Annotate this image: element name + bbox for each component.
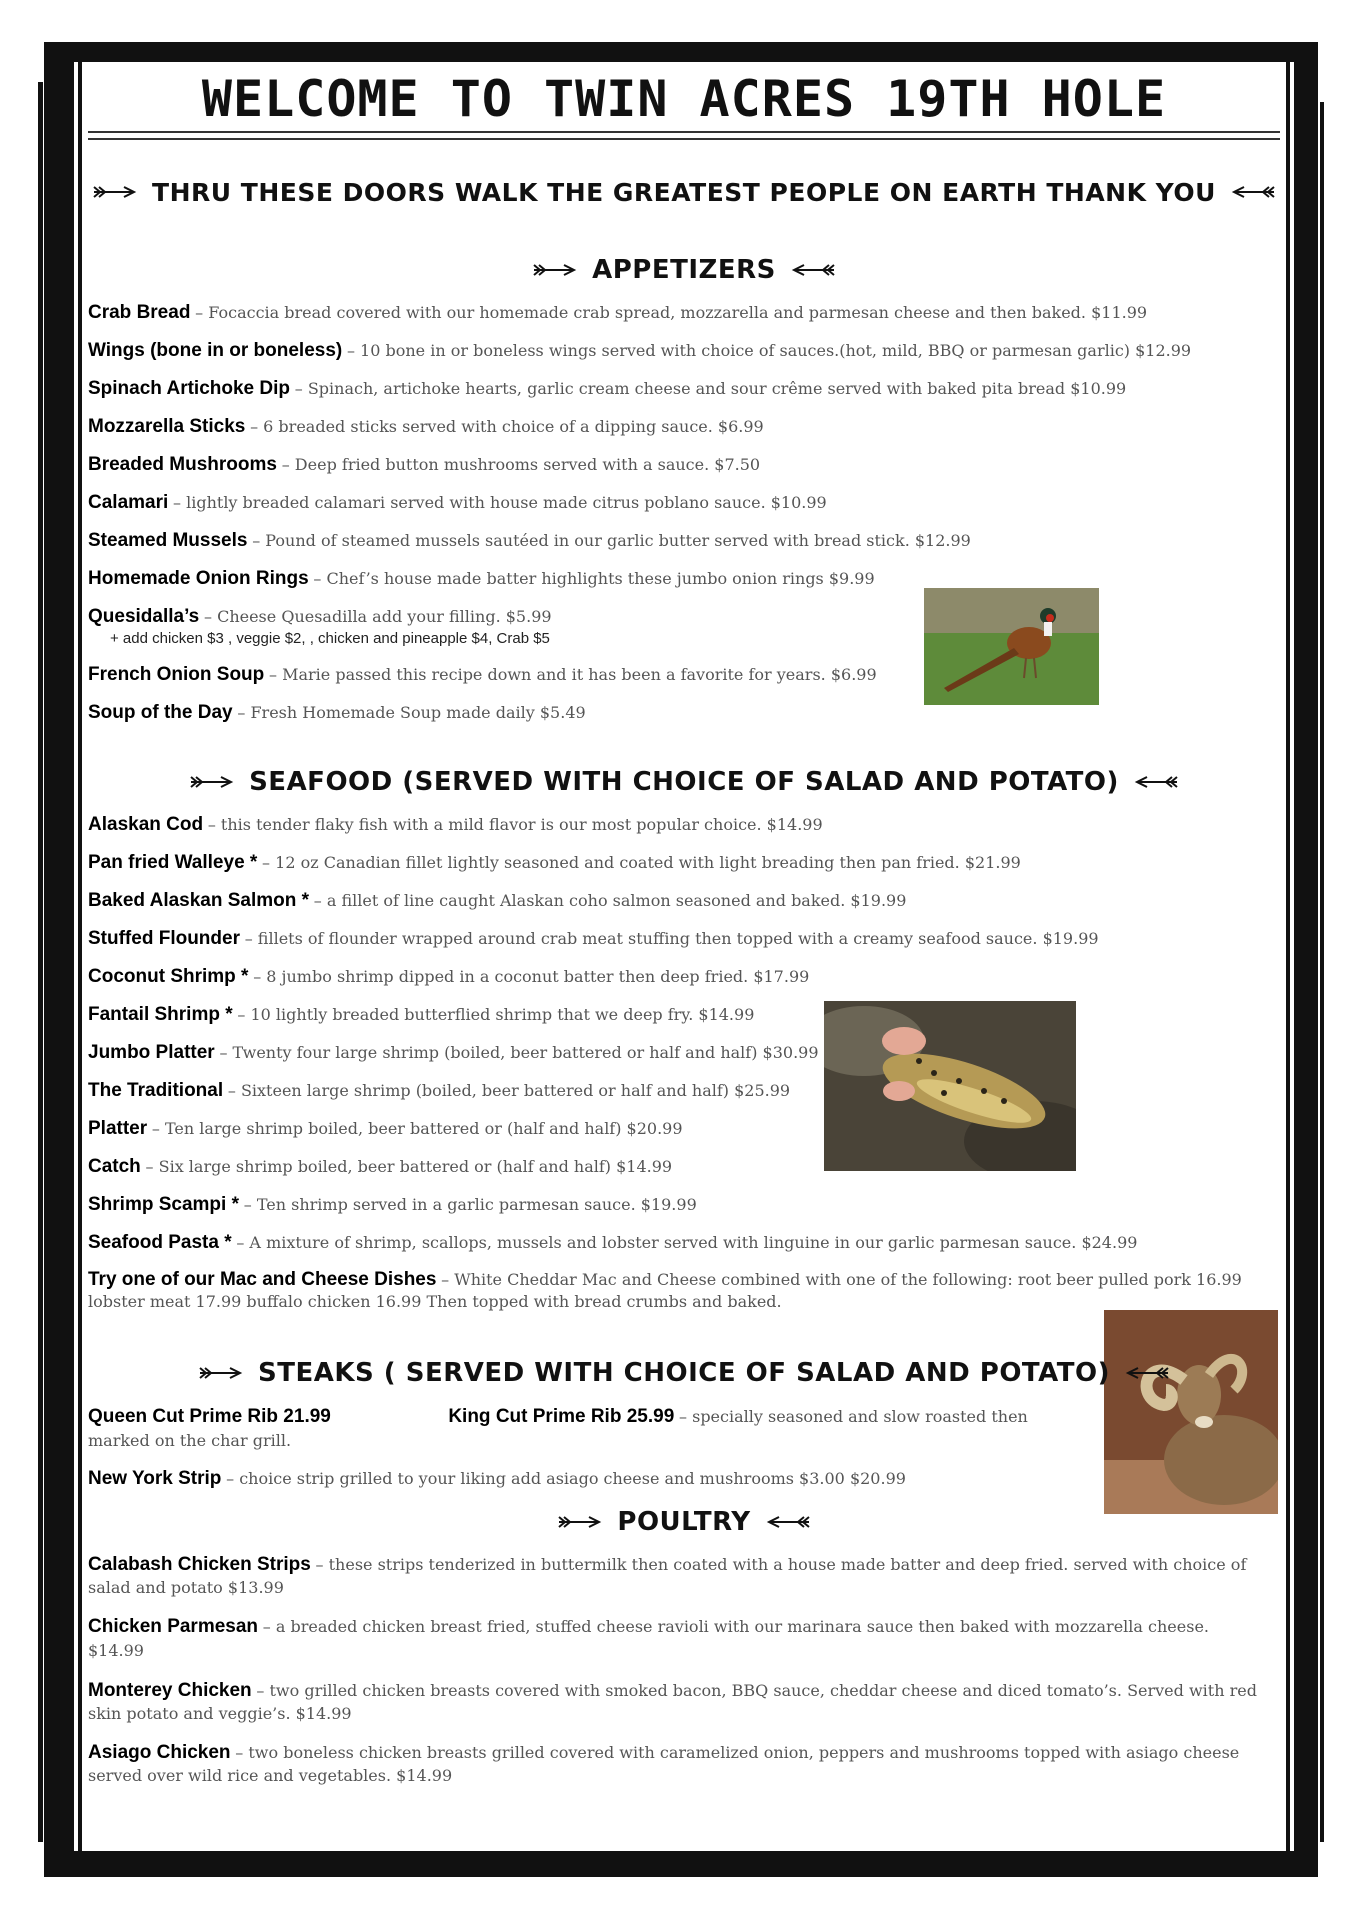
item-name: Quesidalla’s xyxy=(88,606,200,627)
item-description: – 10 lightly breaded butterflied shrimp that we deep fry. $14.99 xyxy=(237,1005,755,1024)
item-name: New York Strip xyxy=(88,1468,222,1489)
item-name: The Traditional xyxy=(88,1080,224,1101)
item-name: Alaskan Cod xyxy=(88,814,204,835)
item-name: Baked Alaskan Salmon * xyxy=(88,890,310,911)
item-description: – 12 oz Canadian fillet lightly seasoned and coated with light breading then pan fried. $21.99 xyxy=(262,853,1021,872)
item-description: – choice strip grilled to your liking add asiago cheese and mushrooms $3.00 $20.99 xyxy=(226,1469,906,1488)
item-name: Calamari xyxy=(88,492,169,513)
menu-item xyxy=(88,453,1288,477)
item-description: – Pound of steamed mussels sautéed in our garlic butter served with bread stick. $12.99 xyxy=(252,531,971,550)
item-name: Catch xyxy=(88,1156,141,1177)
item-description: – A mixture of shrimp, scallops, mussels and lobster served with linguine in our garlic parmesan sauce. $24.99 xyxy=(236,1233,1138,1252)
item-description: – two grilled chicken breasts covered with smoked bacon, BBQ sauce, cheddar cheese and diced tomato’s. Served with red skin potato and veggie’s. $14.99 xyxy=(88,1681,1257,1723)
pheasant-photo xyxy=(924,588,1099,705)
menu-item xyxy=(88,1615,1268,1663)
steaks-heading xyxy=(88,1355,1280,1391)
menu-item xyxy=(88,1679,1268,1725)
seafood-heading-text: SEAFOOD (SERVED WITH CHOICE OF SALAD AND POTATO) xyxy=(249,767,1119,797)
menu-item xyxy=(88,1405,1088,1453)
item-description: – Twenty four large shrimp (boiled, beer battered or half and half) $30.99 xyxy=(219,1043,819,1062)
arrow-left-icon xyxy=(790,263,836,277)
item-description: – specially seasoned and slow roasted then marked on the char grill. xyxy=(88,1407,1028,1450)
item-name: Try one of our Mac and Cheese Dishes xyxy=(88,1269,437,1290)
tagline xyxy=(88,174,1280,210)
item-addons: + add chicken $3 , veggie $2, , chicken and pineapple $4, Crab $5 xyxy=(110,630,550,647)
poultry-heading-text: POULTRY xyxy=(617,1507,751,1537)
menu-item xyxy=(88,1155,1268,1179)
menu-item xyxy=(88,567,1288,591)
item-name: Wings (bone in or boneless) xyxy=(88,340,343,361)
menu-item xyxy=(88,1231,1268,1255)
menu-item xyxy=(88,851,1268,875)
item-name: Mozzarella Sticks xyxy=(88,416,246,437)
item-description: – Cheese Quesadilla add your filling. $5.99 xyxy=(203,607,552,626)
item-name: Homemade Onion Rings xyxy=(88,568,309,589)
menu-item xyxy=(88,1553,1268,1599)
item-name: Fantail Shrimp * xyxy=(88,1004,233,1025)
item-description: – a breaded chicken breast fried, stuffed cheese ravioli with our marinara sauce then baked with mozzarella cheese. $14.99 xyxy=(88,1617,1209,1660)
item-name: Shrimp Scampi * xyxy=(88,1194,239,1215)
menu-item xyxy=(88,1003,1268,1027)
item-name: Calabash Chicken Strips xyxy=(88,1554,311,1575)
menu-item xyxy=(88,605,1288,649)
item-description: – this tender flaky fish with a mild flavor is our most popular choice. $14.99 xyxy=(207,815,823,834)
item-name: Platter xyxy=(88,1118,148,1139)
item-description: – a fillet of line caught Alaskan coho salmon seasoned and baked. $19.99 xyxy=(313,891,907,910)
item-description: – fillets of flounder wrapped around crab meat stuffing then topped with a creamy seafood sauce. $19.99 xyxy=(244,929,1099,948)
item-description: – lightly breaded calamari served with house made citrus poblano sauce. $10.99 xyxy=(173,493,827,512)
steaks-list xyxy=(88,1405,1088,1505)
menu-item xyxy=(88,663,1288,687)
arrow-left-icon xyxy=(765,1515,811,1529)
menu-item xyxy=(88,813,1268,837)
item-name: Seafood Pasta * xyxy=(88,1232,232,1253)
seafood-heading xyxy=(88,764,1280,800)
item-description: – White Cheddar Mac and Cheese combined with one of the following: root beer pulled pork 16.99 lobster meat 17.99 buffalo chicken 16.99 Then topped with bread crumbs and baked. xyxy=(88,1270,1242,1311)
item-description: – 6 breaded sticks served with choice of a dipping sauce. $6.99 xyxy=(250,417,764,436)
item-name: Steamed Mussels xyxy=(88,530,248,551)
trout-photo xyxy=(824,1001,1076,1171)
poultry-heading xyxy=(88,1504,1280,1540)
menu-item xyxy=(88,1041,1268,1065)
arrow-right-icon xyxy=(532,263,578,277)
king-cut-prime-rib: King Cut Prime Rib 25.99 xyxy=(448,1406,675,1427)
menu-item xyxy=(88,491,1288,515)
item-name: Crab Bread xyxy=(88,302,191,323)
item-description: – Six large shrimp boiled, beer battered or (half and half) $14.99 xyxy=(145,1157,673,1176)
menu-item xyxy=(88,889,1268,913)
item-name: Monterey Chicken xyxy=(88,1680,252,1701)
item-name: Pan fried Walleye * xyxy=(88,852,258,873)
arrow-left-icon xyxy=(1124,1366,1170,1380)
item-name: Breaded Mushrooms xyxy=(88,454,277,475)
item-description: – two boneless chicken breasts grilled covered with caramelized onion, peppers and mushrooms topped with asiago cheese served over wild rice and vegetables. $14.99 xyxy=(88,1743,1240,1785)
steaks-heading-text: STEAKS ( SERVED WITH CHOICE OF SALAD AND POTATO) xyxy=(258,1358,1110,1388)
menu-item xyxy=(88,1193,1268,1217)
appetizers-heading xyxy=(88,252,1280,288)
item-description: – Ten shrimp served in a garlic parmesan sauce. $19.99 xyxy=(243,1195,697,1214)
item-description: – Deep fried button mushrooms served with a sauce. $7.50 xyxy=(281,455,761,474)
poultry-list xyxy=(88,1553,1268,1803)
item-name: Asiago Chicken xyxy=(88,1742,231,1763)
item-description: – 8 jumbo shrimp dipped in a coconut batter then deep fried. $17.99 xyxy=(253,967,810,986)
item-name: Chicken Parmesan xyxy=(88,1616,259,1637)
item-name: Stuffed Flounder xyxy=(88,928,240,949)
menu-item xyxy=(88,339,1288,363)
arrow-right-icon xyxy=(198,1366,244,1380)
menu-item xyxy=(88,1467,1088,1491)
item-description: – Sixteen large shrimp (boiled, beer battered or half and half) $25.99 xyxy=(227,1081,791,1100)
menu-item xyxy=(88,377,1288,401)
item-name: Soup of the Day xyxy=(88,702,233,723)
item-description: – 10 bone in or boneless wings served with choice of sauces.(hot, mild, BBQ or parmesan garlic) $12.99 xyxy=(346,341,1192,360)
page-title: WELCOME TO TWIN ACRES 19TH HOLE xyxy=(201,70,1167,128)
title-divider xyxy=(88,131,1280,133)
item-description: – Chef’s house made batter highlights these jumbo onion rings $9.99 xyxy=(313,569,875,588)
arrow-left-icon xyxy=(1133,775,1179,789)
arrow-left-icon xyxy=(1230,185,1276,199)
item-name: Jumbo Platter xyxy=(88,1042,215,1063)
menu-item xyxy=(88,927,1268,951)
item-description: – Fresh Homemade Soup made daily $5.49 xyxy=(237,703,586,722)
item-description: – Marie passed this recipe down and it has been a favorite for years. $6.99 xyxy=(269,665,877,684)
bighorn-ram-photo xyxy=(1104,1310,1278,1514)
menu-item xyxy=(88,529,1288,553)
item-description: – these strips tenderized in buttermilk then coated with a house made batter and deep fried. served with choice of salad and potato $13.99 xyxy=(88,1555,1247,1597)
appetizers-heading-text: APPETIZERS xyxy=(592,255,776,285)
appetizers-list xyxy=(88,301,1288,739)
menu-item xyxy=(88,1741,1268,1787)
arrow-right-icon xyxy=(189,775,235,789)
title-divider-2 xyxy=(88,138,1280,140)
menu-item xyxy=(88,415,1288,439)
menu-item xyxy=(88,1079,1268,1103)
menu-item xyxy=(88,1269,1268,1313)
arrow-right-icon xyxy=(557,1515,603,1529)
item-name: Coconut Shrimp * xyxy=(88,966,249,987)
item-description: – Ten large shrimp boiled, beer battered or (half and half) $20.99 xyxy=(151,1119,683,1138)
queen-cut-prime-rib: Queen Cut Prime Rib 21.99 xyxy=(88,1406,331,1427)
menu-item xyxy=(88,301,1288,325)
menu-item xyxy=(88,965,1268,989)
arrow-right-icon xyxy=(92,185,138,199)
item-name: French Onion Soup xyxy=(88,664,265,685)
menu-item xyxy=(88,1117,1268,1141)
tagline-text: THRU THESE DOORS WALK THE GREATEST PEOPLE ON EARTH THANK YOU xyxy=(152,177,1216,207)
menu-item xyxy=(88,701,1288,725)
item-description: – Focaccia bread covered with our homemade crab spread, mozzarella and parmesan cheese and then baked. $11.99 xyxy=(195,303,1148,322)
seafood-list xyxy=(88,813,1268,1327)
item-description: – Spinach, artichoke hearts, garlic cream cheese and sour crême served with baked pita bread $10.99 xyxy=(294,379,1127,398)
item-name: Spinach Artichoke Dip xyxy=(88,378,290,399)
